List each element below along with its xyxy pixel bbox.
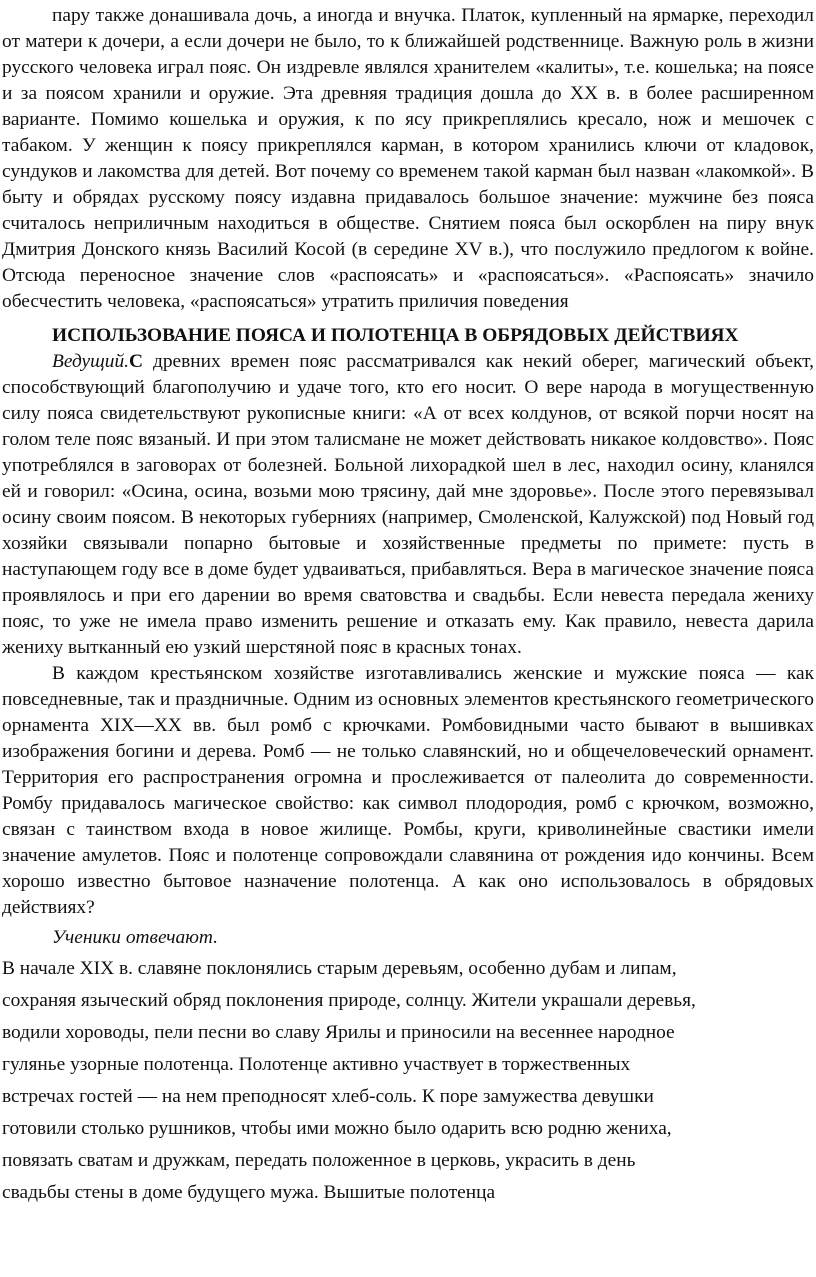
- paragraph-lead-letter: С: [129, 351, 144, 372]
- answer-line: готовили столько рушников, чтобы ими можно было одарить всю родню жениха,: [2, 1118, 672, 1139]
- answer-line: сохраняя языческий обряд поклонения природе, солнцу. Жители украшали деревья,: [2, 990, 696, 1011]
- paragraph-belt-history: пару также донашивала дочь, а иногда и внучка. Платок, купленный на ярмарке, переходил от матери к дочери, а если дочери не было, то к ближайшей родственнице. Важную роль в жизни русского человека играл пояс. Он издревле являлся хранителем «калиты», т.е. кошелька; на поясе и за поясом хранили и оружие. Эта древняя традиция дошла до XX в. в более расширенном варианте. Помимо кошелька и оружия, к по ясу прикреплялись кресало, нож и мешочек с табаком. У женщин к поясу прикреплялся карман, в котором хранились ключи от кладовок, сундуков и лакомства для детей. Вот почему со временем такой карман был назван «лакомкой». В быту и обрядах русскому поясу издавна придавалось большое значение: мужчине без пояса считалось неприличным находиться в обществе. Снятием пояса был оскорблен на пиру внук Дмитрия Донского князь Василий Косой (в середине XV в.), что послужило предлогом к войне. Отсюда переносное значение слов «распоясать» и «распоясаться». «Распоясать» значило обесчестить человека, «распоясаться» утратить приличия поведения: [2, 5, 814, 312]
- answer-paragraph: [2, 953, 814, 1209]
- answer-line: повязать сватам и дружкам, передать положенное в церковь, украсить в день: [2, 1150, 636, 1171]
- paragraph-belt-amulet: [2, 349, 814, 661]
- answer-line: водили хороводы, пели песни во славу Ярилы и приносили на весеннее народное: [2, 1022, 675, 1043]
- paragraph-ornament: В каждом крестьянском хозяйстве изготавливались женские и мужские пояса — как повседневные, так и праздничные. Одним из основных элементов крестьянского геометрического орнамента XIX—XX вв. был ромб с крючками. Ромбовидными часто бывают в вышивках изображения богини и дерева. Ромб — не только славянский, но и общечеловеческий орнамент. Территория его распространения огромна и прослеживается от палеолита до современности. Ромбу придавалось магическое свойство: как символ плодородия, ромб с крючком, возможно, связан с таинством входа в новое жилище. Ромбы, круги, криволинейные свастики имели значение амулетов. Пояс и полотенце сопровождали славянина от рождения идо кончины. Всем хорошо известно бытовое назначение полотенца. А как оно использовалось в обрядовых действиях?: [2, 663, 814, 918]
- answer-line: гулянье узорные полотенца. Полотенце активно участвует в торжественных: [2, 1054, 631, 1075]
- speaker-label: Ведущий.: [52, 351, 130, 372]
- section-heading-text: ИСПОЛЬЗОВАНИЕ ПОЯСА И ПОЛОТЕНЦА В ОБРЯДОВЫХ ДЕЙСТВИЯХ: [52, 325, 739, 346]
- section-heading: [2, 323, 814, 349]
- paragraph-belt-amulet-text: древних времен пояс рассматривался как некий оберег, магический объект, способствующий благополучию и удаче того, кто его носит. О вере народа в могущественную силу пояса свидетельствуют рукописные книги: «А от всех колдунов, от всякой порчи носят на голом теле пояс вязаный. И при этом талисмане не может действовать никакое колдовство». Пояс употреблялся в заговорах от болезней. Больной лихорадкой шел в лес, находил осину, кланялся ей и говорил: «Осина, осина, возьми мою трясину, дай мне здоровье». После этого перевязывал осину своим поясом. В некоторых губерниях (например, Смоленской, Калужской) под Новый год хозяйки связывали попарно бытовые и хозяйственные предметы по примете: пусть в наступающем году все в доме будет удваиваться, прибавляться. Вера в магическое значение пояса проявлялось и при его дарении во время сватовства и свадьбы. Если невеста передала жениху пояс, то уже не имела право изменить решение и отказать ему. Как правило, невеста дарила жениху вытканный ею узкий шерстяной пояс в красных тонах.: [2, 351, 814, 658]
- answer-line: свадьбы стены в доме будущего мужа. Вышитые полотенца: [2, 1182, 496, 1203]
- students-answer-label: Ученики отвечают.: [52, 927, 219, 948]
- answer-line: встречах гостей — на нем преподносят хлеб-соль. К поре замужества девушки: [2, 1086, 654, 1107]
- answer-line: В начале XIX в. славяне поклонялись старым деревьям, особенно дубам и липам,: [2, 958, 677, 979]
